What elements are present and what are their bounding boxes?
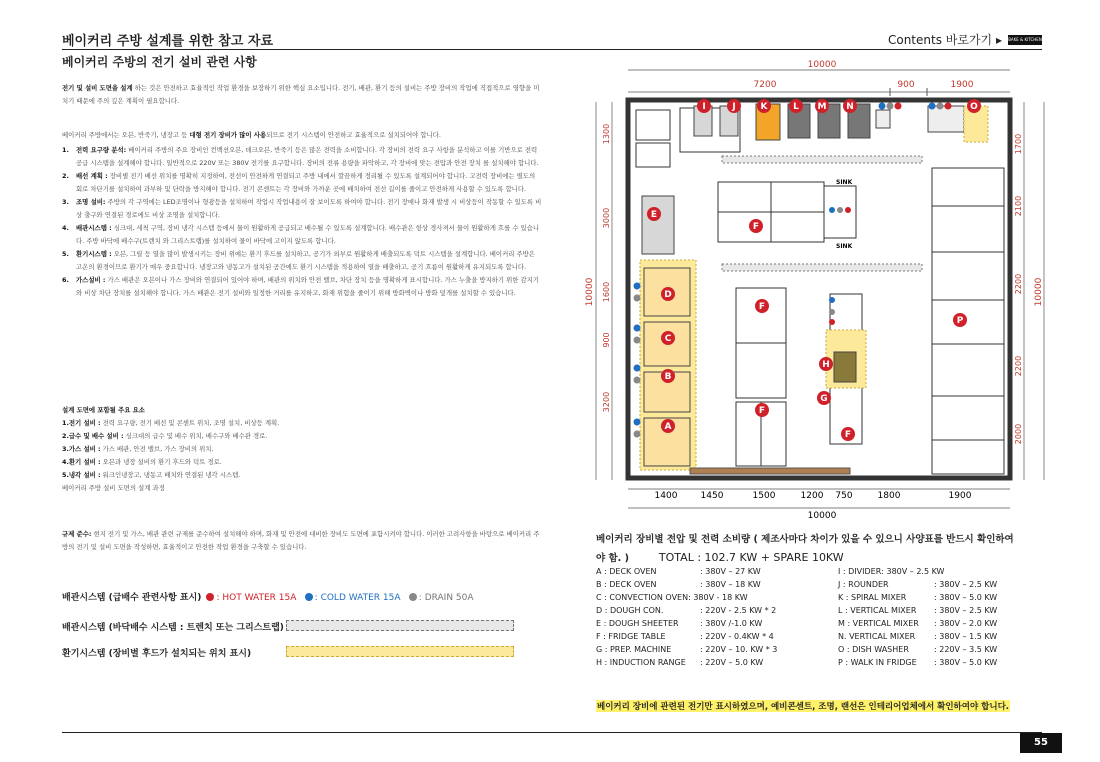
list-item: M : VERTICAL MIXER : 380V – 2.0 KW: [838, 619, 998, 628]
process-text: 베이커리 주방 설비 도면의 설계 과정: [62, 484, 165, 492]
hot-water-dot: [206, 593, 214, 601]
list-item: B : DECK OVEN : 380V – 18 KW: [596, 580, 761, 589]
requirements-list: [62, 144, 542, 300]
list-item: K : SPIRAL MIXER : 380V – 5.0 KW: [838, 593, 998, 602]
drain-dot: [409, 593, 417, 601]
list-item: 3.가스 설비 : 가스 배관, 안전 밸브, 가스 장비의 위치.: [62, 445, 214, 453]
dim-right: 2000: [1014, 423, 1023, 445]
footer-divider: [62, 732, 1042, 733]
marker-j: J: [732, 102, 736, 112]
compliance-paragraph: 규제 준수: 현지 전기 및 가스, 배관 관련 규제를 준수하여 설치해야 하며, 화재 및 안전에 대비한 장비도 도면에 포함시켜야 합니다. 이러한 고려사항을 바탕으로 베이커리 주방의 전기 및 설비 도면을 작성하면, 효율적이고 안전한 작업 환경을 구축할 수 있습니다.: [62, 530, 540, 551]
dim-bottom-total: 10000: [807, 511, 837, 521]
marker-m: M: [817, 102, 827, 112]
sink-label: SINK: [836, 179, 853, 186]
page-header: [62, 30, 1042, 50]
marker-f: F: [758, 302, 766, 312]
dim-bottom: 1400: [654, 491, 678, 501]
marker-g: G: [820, 394, 828, 404]
spec-list-left: [596, 565, 777, 669]
marker-f: F: [844, 430, 852, 440]
marker-n: N: [846, 102, 854, 112]
legend-floor-drain: 배관시스템 (바닥배수 시스템 : 트렌치 또는 그리스트랩): [62, 623, 284, 633]
list-item: N. VERTICAL MIXER : 380V – 1.5 KW: [838, 632, 998, 641]
list-item: G : PREP. MACHINE : 220V – 10. KW * 3: [596, 645, 778, 654]
marker-l: L: [793, 102, 799, 112]
list-item: 1.전기 설비 : 전력 요구량, 전기 배선 및 콘센트 위치, 조명 설치, 비상등 계획.: [62, 419, 280, 427]
list-item: 5.냉각 설비 : 워크인냉장고, 냉동고 배치와 연결된 냉각 시스템.: [62, 471, 241, 479]
brand-logo: BAKE & KITCHEN: [1008, 35, 1042, 45]
dim-bottom: 1800: [877, 491, 901, 501]
intro-paragraph-2: 베이커리 주방에서는 오븐, 반죽기, 냉장고 등 대형 전기 장비가 많이 사용되므로 전기 시스템이 안전하고 효율적으로 설치되어야 합니다.: [62, 131, 441, 139]
doc-title: 베이커리 주방 설계를 위한 참고 자료: [62, 34, 273, 49]
legend-plumbing: 배관시스템 (급배수 관련사항 표시) : HOT WATER 15A : COLD WATER 15A : DRAIN 50A: [62, 593, 474, 603]
highlight-note: 베이커리 장비에 관련된 전기만 표시하였으며, 예비콘센트, 조명, 랜선은 인테리어업체에서 확인하여야 합니다.: [597, 702, 1010, 712]
list-item: H : INDUCTION RANGE : 220V – 5.0 KW: [596, 658, 764, 667]
spec-total: TOTAL : 102.7 KW + SPARE 10KW: [658, 551, 844, 564]
dim-bottom: 750: [835, 491, 853, 501]
list-item: J : ROUNDER : 380V – 2.5 KW: [838, 580, 998, 589]
floor-plan: [582, 56, 1062, 526]
list-item: L : VERTICAL MIXER : 380V – 2.5 KW: [838, 606, 998, 615]
triangle-right-icon: ▸: [995, 33, 1002, 47]
list-item: D : DOUGH CON. : 220V - 2.5 KW * 2: [596, 606, 777, 615]
design-elements: [62, 404, 542, 495]
dim-bottom: 1900: [948, 491, 972, 501]
marker-f: F: [752, 222, 760, 232]
marker-f: F: [758, 406, 766, 416]
dim-top: 900: [897, 80, 915, 90]
marker-o: O: [970, 102, 978, 112]
section-title: 베이커리 주방의 전기 설비 관련 사항: [62, 55, 257, 69]
marker-k: K: [760, 102, 768, 112]
dim-top: 1900: [950, 80, 974, 90]
list-item: E : DOUGH SHEETER : 380V /-1.0 KW: [596, 619, 763, 628]
dim-bottom: 1450: [700, 491, 724, 501]
list-item: A : DECK OVEN : 380V – 27 KW: [596, 567, 761, 576]
dim-bottom: 1500: [752, 491, 776, 501]
list-item: 1. 전력 요구량 분석: 베이커리 주방의 주요 장비인 컨백션오븐, 데크오븐, 반죽기 등은 많은 전력을 소비합니다. 각 장비의 전력 요구 사항을 분석하고 이를 기반으로 전력 공급 시스템을 설계해야 합니다. 일반적으로 220V 또는 380V 전기를 요구합니다. 장비의 전류 용량을 파악하고, 각 장비에 맞는 전압과 안전 장치 를 설치해야 합니다.: [62, 146, 539, 167]
list-item: 2.급수 및 배수 설비 : 싱크대의 급수 및 배수 위치, 배수구와 배수관 경로.: [62, 432, 268, 440]
dim-right: 2200: [1014, 273, 1023, 295]
list-item: P : WALK IN FRIDGE : 380V – 5.0 KW: [838, 658, 998, 667]
list-item: O : DISH WASHER : 220V – 3.5 KW: [838, 645, 998, 654]
list-item: C : CONVECTION OVEN : 380V - 18 KW: [596, 593, 748, 602]
list-item: 4. 배관시스템 : 싱크대, 세척 구역, 장비 냉각 시스템 등에서 물이 원활하게 공급되고 배수될 수 있도록 설계합니다. 배수관은 항상 경사져서 물이 원활하게 흐를 수 있습니다. 주방 바닥에 배수구(트렌치 와 그리스트랩)를 설치하여 물이 바닥에 고이지 않도록 합니다.: [62, 224, 540, 245]
dim-left: 3000: [602, 207, 611, 229]
dim-bottom: 1200: [800, 491, 824, 501]
list-item: 3. 조명 설비: 주방의 각 구역에는 LED조명이나 형광등을 설치하여 작업시 작업내용이 잘 보이도록 하여야 합니다. 전기 장애나 화재 발생 시 비상등이 작동할 수 있도록 비상 출구와 연결된 경로에도 비상 조명을 설치합니다.: [62, 198, 542, 219]
sink-label: SINK: [836, 243, 853, 250]
list-item: 5. 환기시스템 : 오븐, 그릴 등 열을 많이 발생시키는 장비 위에는 환기 후드를 설치하고, 공기가 외부로 원활하게 배출되도록 덕트 시스템을 설계합니다. 베이커리 주방은 고온의 환경이므로 환기가 매우 중요합니다. 냉장고와 냉동고가 설치된 공간에도 환기 시스템을 적용하여 열을 배출하고, 공기 흐름이 원활하게 유지되도록 합니다.: [62, 250, 535, 271]
dim-left: 1600: [602, 281, 611, 303]
marker-e: E: [650, 210, 658, 220]
hood-swatch: [286, 646, 514, 657]
list-item: 6. 가스설비 : 가스 배관은 오븐이나 가스 장비와 연결되어 있어야 하며, 배관의 위치와 안전 밸브, 차단 장치 등을 명확하게 표시합니다. 가스 누출을 방지하기 위한 감지기와 비상 차단 장치를 설치해야 합니다. 가스 배관은 전기 설비와 일정한 거리를 유지하고, 화재 위험을 줄이기 위해 방화벽이나 방화 덮개를 설치할 수 있습니다.: [62, 276, 540, 297]
design-heading: 설계 도면에 포함될 주요 요소: [62, 406, 145, 414]
dim-top: 7200: [753, 80, 777, 90]
marker-i: I: [702, 102, 706, 112]
dim-right-total: 10000: [1034, 277, 1044, 307]
cold-water-dot: [305, 593, 313, 601]
dim-right: 1700: [1014, 133, 1023, 155]
legend-ventilation: 환기시스템 (장비별 후드가 설치되는 위치 표시): [62, 649, 252, 659]
marker-d: D: [664, 290, 672, 300]
contents-link[interactable]: Contents 바로가기 ▸: [887, 33, 1002, 47]
spec-list-right: [838, 565, 997, 669]
dim-left-total: 10000: [585, 277, 595, 307]
marker-b: B: [664, 372, 672, 382]
marker-c: C: [664, 334, 672, 344]
dim-right: 2200: [1014, 355, 1023, 377]
page-number: 55: [1020, 733, 1062, 753]
marker-h: H: [822, 360, 830, 370]
dim-top-total: 10000: [807, 60, 837, 70]
intro-paragraph-1: 전기 및 설비 도면을 설계 하는 것은 안전하고 효율적인 작업 환경을 보장하기 위한 핵심 요소입니다. 전기, 배관, 환기 등의 설비는 주방 장비의 작업에 직접적으로 영향을 미치기 때문에 주의 깊은 계획이 필요합니다.: [62, 84, 540, 105]
marker-p: P: [956, 316, 964, 326]
dim-left: 3200: [602, 391, 611, 413]
trench-swatch: [286, 620, 514, 631]
list-item: 2. 배선 계획 : 장비별 전기 배선 위치를 명확히 지정하여, 전선이 안전하게 연결되고 주방 내에서 깔끔하게 정리될 수 있도록 설계되어야 합니다. 고전력 장비에는 별도의 회로 차단기를 설치하여 과부하 및 단락을 방지해야 합니다. 전기 콘센트는 각 장비와 가까운 곳에 배치하여 전선 길이를 줄이고 안전하게 사용할 수 있도록 합니다.: [62, 172, 536, 193]
spec-title: 베이커리 장비별 전압 및 전력 소비량 ( 제조사마다 차이가 있을 수 있으니 사양표를 반드시 확인하여야 함. ) TOTAL : 102.7 KW + SPARE 10KW: [596, 534, 1014, 564]
list-item: I : DIVIDER : 380V – 2.5 KW: [838, 567, 945, 576]
dim-right: 2100: [1014, 195, 1023, 217]
dim-left: 900: [602, 332, 611, 348]
list-item: F : FRIDGE TABLE : 220V - 0.4KW * 4: [596, 632, 774, 641]
marker-a: A: [664, 422, 672, 432]
dim-left: 1300: [602, 123, 611, 145]
list-item: 4.환기 설비 : 오븐과 냉장 설비의 환기 후드와 덕트 경로.: [62, 458, 222, 466]
